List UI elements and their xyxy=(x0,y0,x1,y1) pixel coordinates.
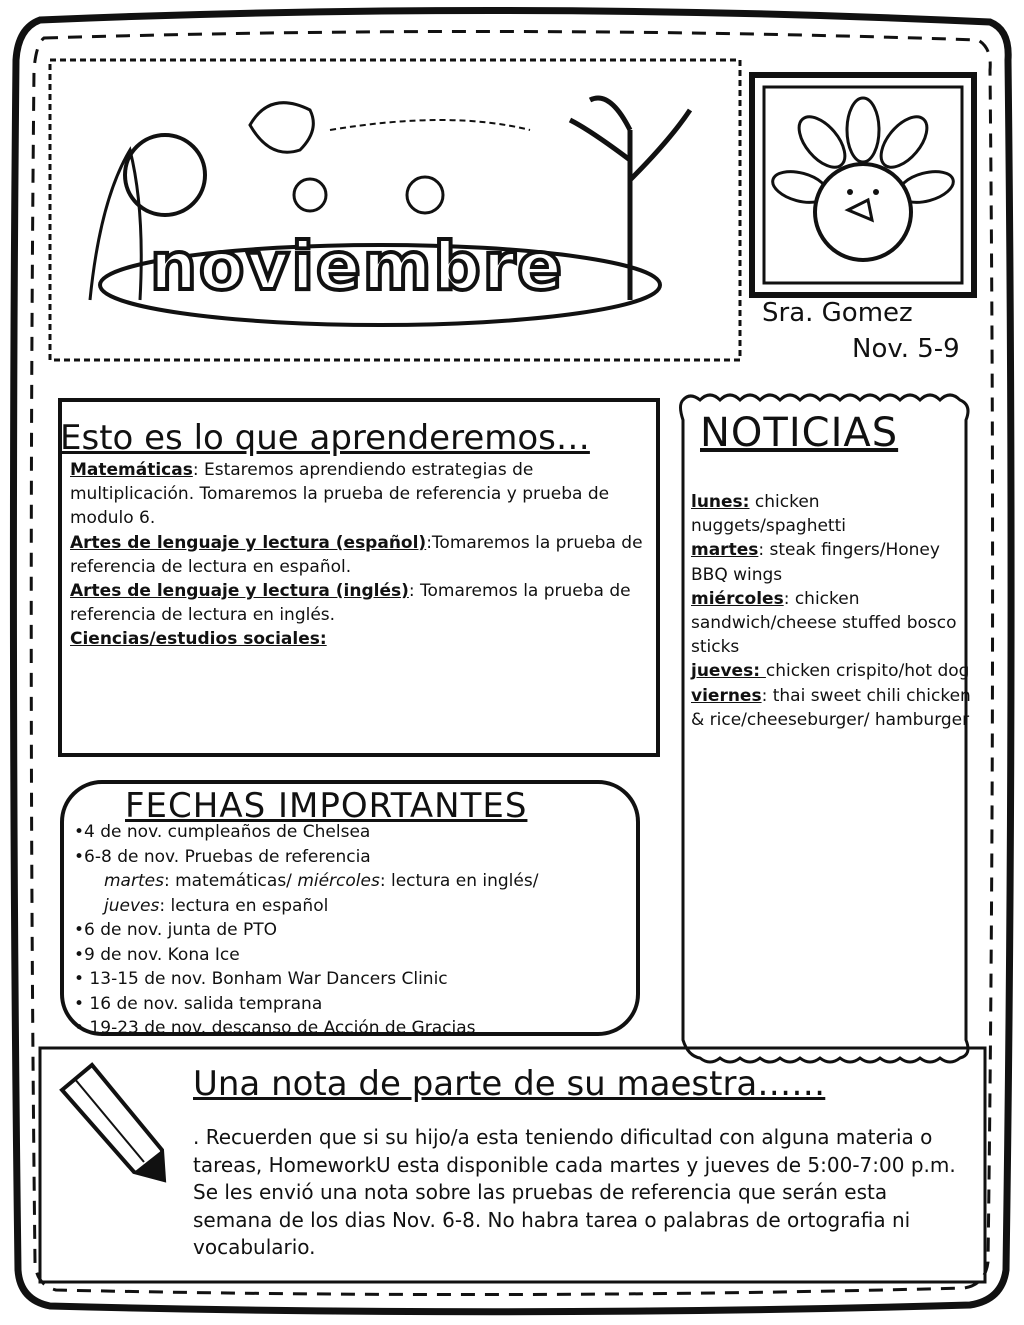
list-item: •4 de nov. cumpleaños de Chelsea xyxy=(74,822,371,842)
nota-body: . Recuerden que si su hijo/a esta teniendo dificultad con alguna materia o tareas, HomeworkU esta disponible cada martes y jueves de 5:00-7:00 p.m. Se les envió una nota sobre las pruebas de referencia que serán esta semana de los dias Nov. 6-8. No habra tarea o palabras de ortografia ni vocabulario. xyxy=(193,1125,956,1259)
fechas-title: FECHAS IMPORTANTES xyxy=(125,786,528,826)
learn-item-science: Ciencias/estudios sociales: xyxy=(70,629,327,650)
banner-title: noviembre xyxy=(150,228,565,305)
learn-item-math: Matemáticas: Estaremos aprendiendo estrategias de multiplicación. Tomaremos la prueba de referencia y prueba de modulo 6. xyxy=(70,460,610,529)
list-item: •9 de nov. Kona Ice xyxy=(74,944,240,965)
menu-item: lunes: chicken nuggets/spaghetti xyxy=(691,492,846,537)
menu-item: miércoles: chicken sandwich/cheese stuffed bosco sticks xyxy=(691,588,957,658)
nota-title: Una nota de parte de su maestra…… xyxy=(193,1064,826,1104)
teacher-name: Sra. Gomez xyxy=(762,298,913,328)
list-item: • 13-15 de nov. Bonham War Dancers Clinic xyxy=(74,969,448,989)
learn-title: Esto es lo que aprenderemos… xyxy=(60,418,590,458)
menu-item: viernes: thai sweet chili chicken & rice/cheeseburger/ hamburger xyxy=(691,685,971,730)
list-item: •6-8 de nov. Pruebas de referencia xyxy=(74,846,371,867)
turkey-icon xyxy=(770,92,956,278)
week-dates: Nov. 5-9 xyxy=(852,334,960,364)
menu-item: jueves: chicken crispito/hot dog xyxy=(691,661,970,682)
learn-item-english: Artes de lenguaje y lectura (inglés): Tomaremos la prueba de referencia de lectura en inglés. xyxy=(70,581,631,626)
important-dates-list xyxy=(74,820,634,1041)
list-item: martes: matemáticas/ miércoles: lectura en inglés/ xyxy=(104,871,539,891)
list-item: • 19-23 de nov. descanso de Acción de Gracias xyxy=(74,1018,476,1038)
noticias-title: NOTICIAS xyxy=(700,410,899,456)
learn-body xyxy=(70,458,648,652)
pencil-icon xyxy=(52,1060,172,1200)
menu-item: martes: steak fingers/Honey BBQ wings xyxy=(691,540,940,585)
learn-item-spanish: Artes de lenguaje y lectura (español):Tomaremos la prueba de referencia de lectura en español. xyxy=(70,532,643,577)
list-item: •6 de nov. junta de PTO xyxy=(74,920,278,940)
autumn-scene-illustration xyxy=(70,70,730,350)
lunch-menu xyxy=(691,490,973,732)
list-item: jueves: lectura en español xyxy=(104,895,329,916)
list-item: • 16 de nov. salida temprana xyxy=(74,993,323,1014)
